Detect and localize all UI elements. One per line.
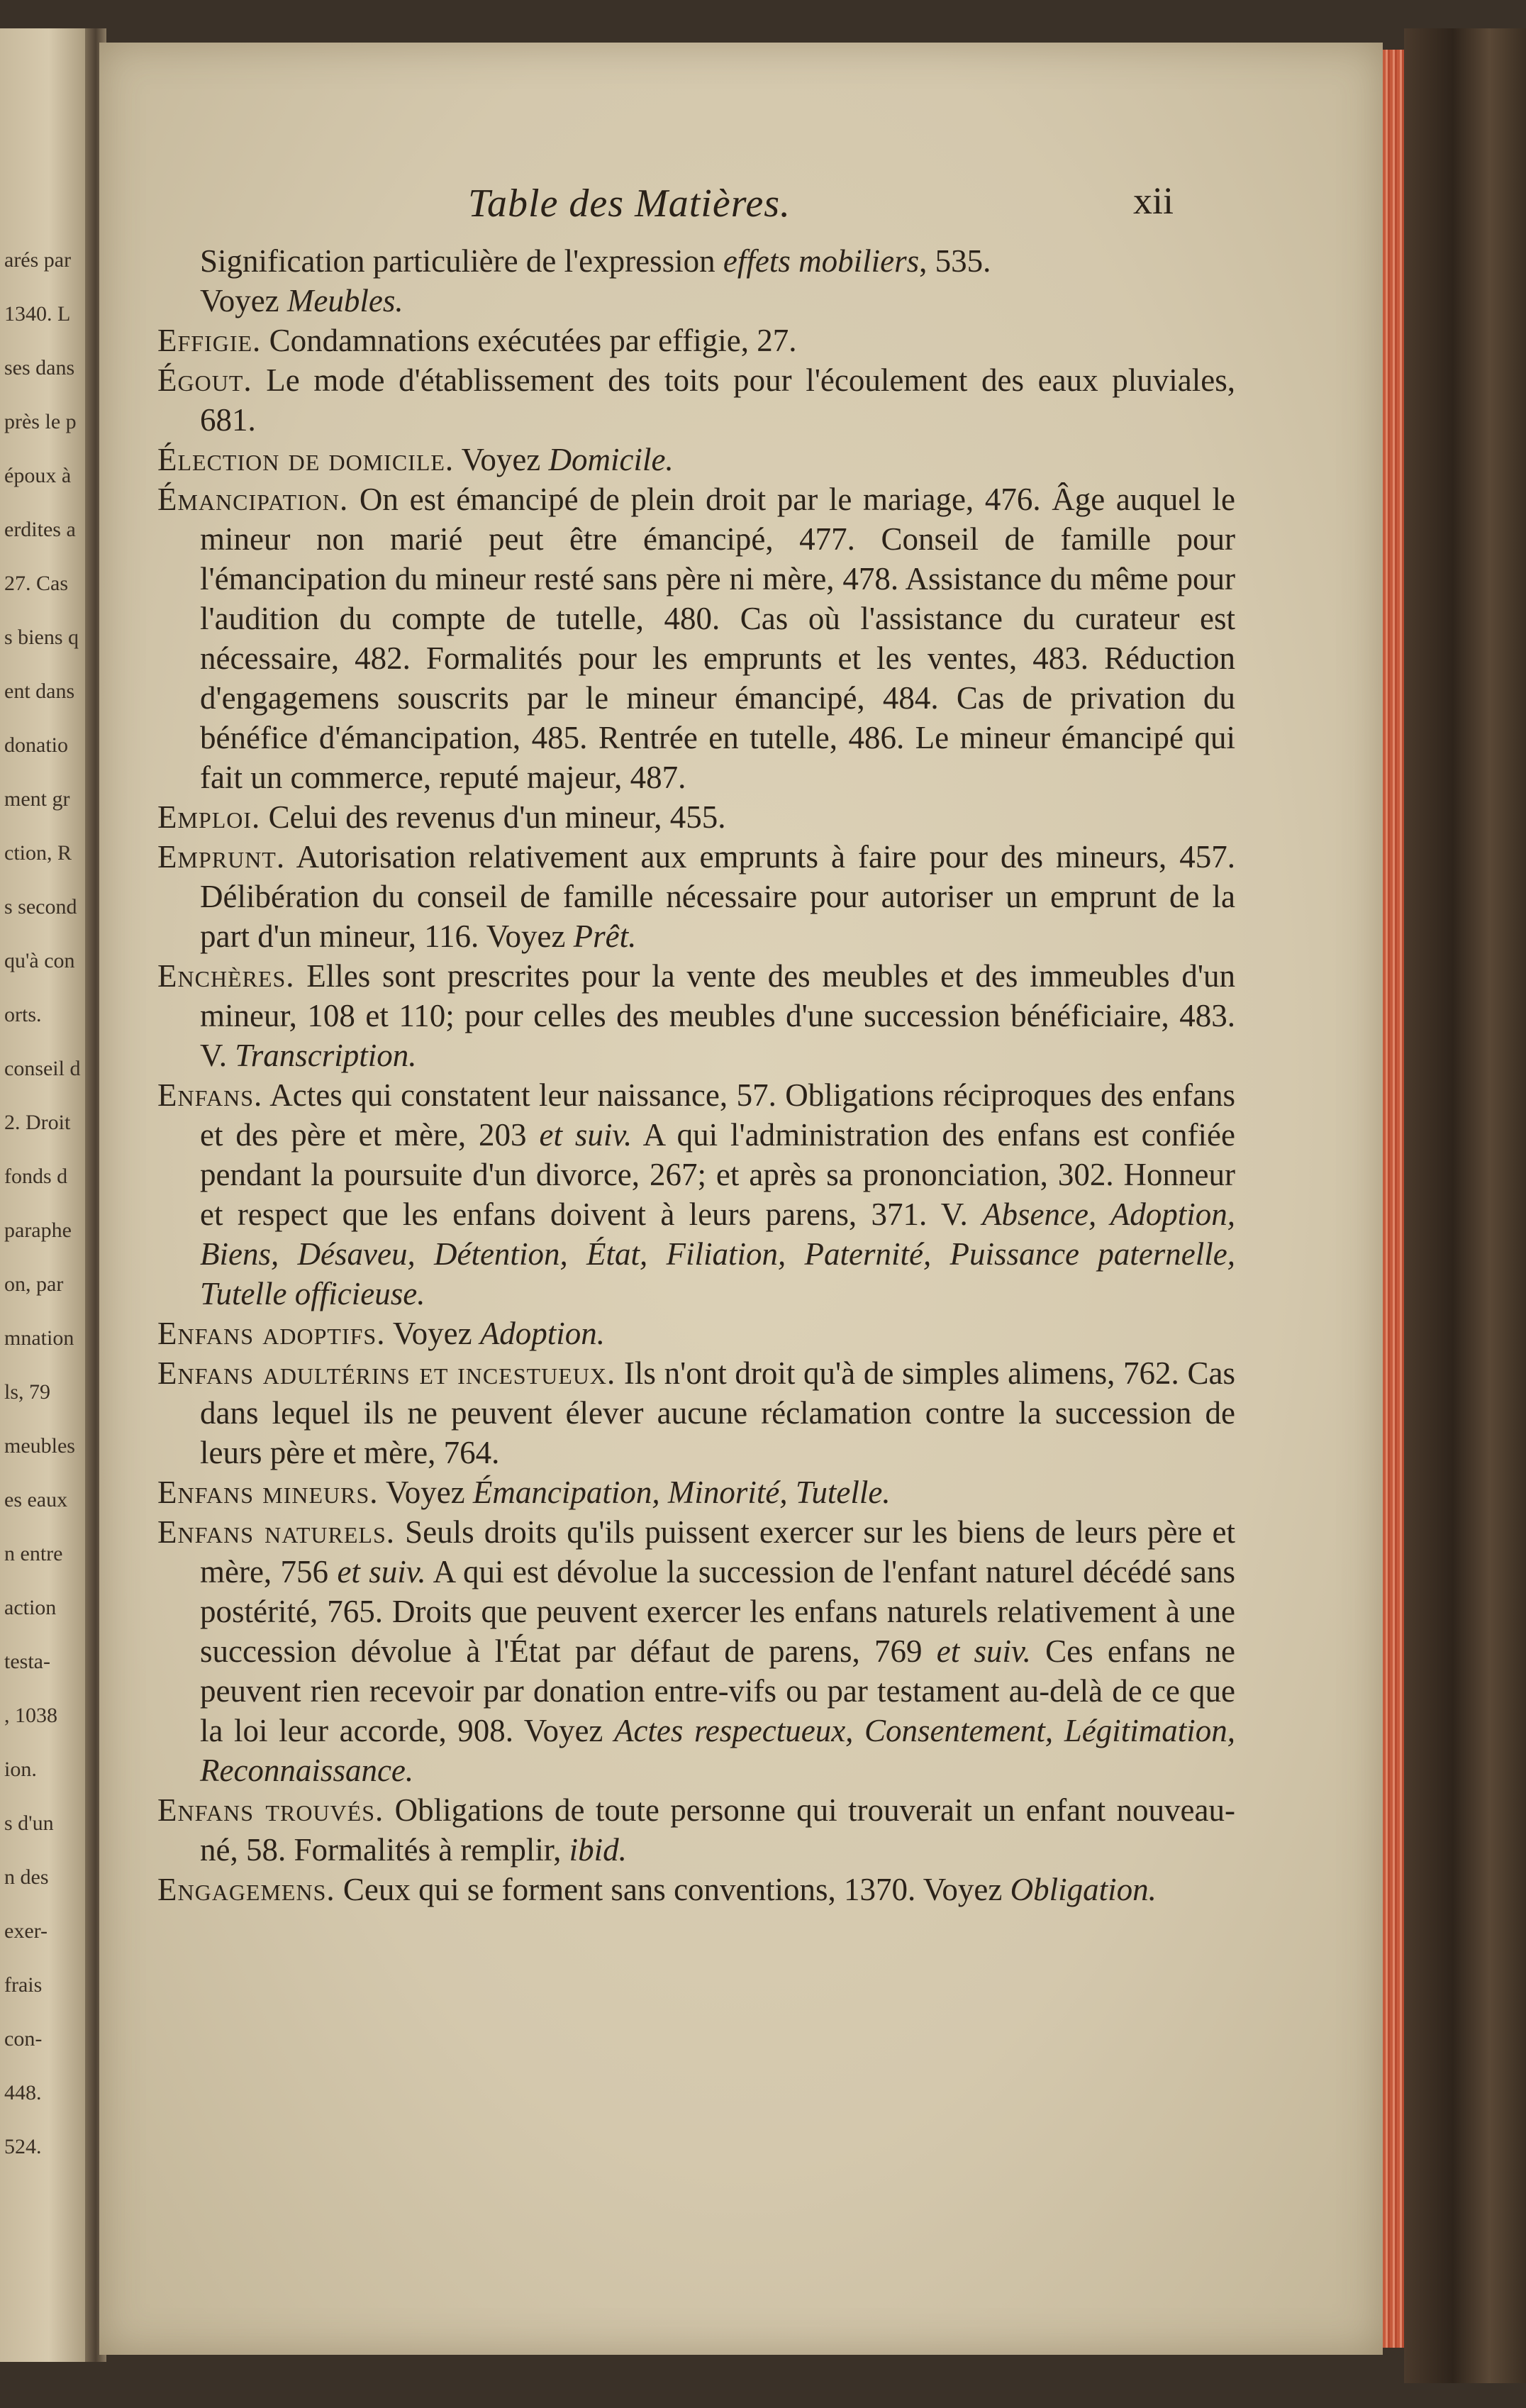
index-entry	[157, 1075, 1235, 1314]
index-entry	[157, 360, 1235, 440]
left-page-text-fragment: erdites a	[4, 518, 76, 541]
entry-text: Voyez	[200, 283, 287, 318]
left-page-text-fragment: , 1038	[4, 1704, 57, 1727]
entry-reference: et suiv.	[337, 1554, 426, 1589]
left-page-text-fragment: testa-	[4, 1650, 50, 1673]
entry-reference: et suiv.	[539, 1117, 633, 1153]
entry-text: Ils n'ont droit qu'à de simples alimens, 762. Cas dans lequel ils ne peuvent élever aucune réclamation contre la succession de leurs père et mère, 764.	[200, 1355, 1235, 1470]
left-page-text-fragment: ls, 79	[4, 1380, 51, 1404]
entry-heading: Emprunt.	[157, 839, 286, 875]
running-header	[0, 0, 1526, 241]
entry-heading: Enfans naturels.	[157, 1514, 395, 1550]
entry-heading: Élection de domicile.	[157, 442, 455, 477]
left-page-text-fragment: ent dans	[4, 679, 75, 703]
entry-heading: Émancipation.	[157, 482, 349, 517]
entry-heading: Enchères.	[157, 958, 295, 994]
left-page-text-fragment: s second	[4, 895, 77, 919]
index-entry	[157, 479, 1235, 797]
page-edges	[1383, 50, 1404, 2348]
left-page-text-fragment: ion.	[4, 1758, 37, 1781]
index-text	[157, 241, 1235, 1909]
entry-heading: Emploi.	[157, 799, 261, 835]
left-page-text-fragment: fonds d	[4, 1165, 68, 1188]
index-entry	[157, 440, 1235, 479]
left-page-text-fragment: action	[4, 1596, 57, 1619]
entry-reference: Absence, Adoption, Biens, Désaveu, Détention, État, Filiation, Paternité, Puissance paternelle, Tutelle officieuse.	[200, 1197, 1235, 1311]
left-page-text-fragment: donatio	[4, 733, 68, 757]
entry-text: Seuls droits qu'ils puissent exercer sur les biens de leurs père et mère, 756	[200, 1514, 1235, 1589]
entry-text: Actes qui constatent leur naissance, 57. Obligations réciproques des enfans et des père et mère, 203	[200, 1077, 1235, 1153]
left-page-text-fragment: qu'à con	[4, 949, 75, 972]
entry-text: Voyez	[385, 1316, 480, 1351]
left-page-text-fragment: 448.	[4, 2081, 42, 2104]
left-page-text-fragment: ses dans	[4, 356, 75, 379]
entry-heading: Enfans trouvés.	[157, 1792, 384, 1828]
left-page-text-fragment: époux à	[4, 464, 72, 487]
left-page-text-fragment: 1340. L	[4, 302, 71, 326]
left-page-text-fragment: n entre	[4, 1542, 63, 1565]
index-entry	[157, 956, 1235, 1075]
entry-reference: Obligation.	[1010, 1872, 1157, 1907]
entry-text: Le mode d'établissement des toits pour l'écoulement des eaux pluviales, 681.	[200, 362, 1235, 438]
entry-heading: Égout.	[157, 362, 252, 398]
entry-reference: Domicile.	[548, 442, 674, 477]
entry-heading: Engagemens.	[157, 1872, 335, 1907]
index-entry	[157, 241, 1235, 281]
left-page-text-fragment: 524.	[4, 2135, 42, 2158]
left-page-fragment	[0, 28, 89, 2362]
left-page-text-fragment: arés par	[4, 248, 72, 272]
entry-text: Autorisation relativement aux emprunts à faire pour des mineurs, 457. Délibération du conseil de famille nécessaire pour autoriser un emprunt de la part d'un mineur, 116. Voyez	[200, 839, 1235, 954]
left-page-text-fragment: paraphe	[4, 1219, 72, 1242]
entry-heading: Enfans mineurs.	[157, 1475, 379, 1510]
page-title: Table des Matières.	[468, 182, 791, 226]
left-page-text-fragment: près le p	[4, 410, 77, 433]
entry-text: A qui l'administration des enfans est confiée pendant la poursuite d'un divorce, 267; et après sa prononciation, 302. Honneur et respect que les enfans doivent à leurs parens, 371. V.	[200, 1117, 1235, 1232]
entry-reference: Transcription.	[235, 1038, 417, 1073]
entry-text: Elles sont prescrites pour la vente des meubles et des immeubles d'un mineur, 108 et 110; pour celles des meubles d'une succession bénéficiaire, 483. V.	[200, 958, 1235, 1073]
entry-heading: Enfans adultérins et incestueux.	[157, 1355, 616, 1391]
left-page-text-fragment: 2. Droit	[4, 1111, 71, 1134]
left-page-text-fragment: s d'un	[4, 1811, 54, 1835]
left-page-text-fragment: n des	[4, 1865, 49, 1889]
index-entry	[157, 1472, 1235, 1512]
entry-reference: ibid.	[569, 1832, 627, 1868]
entry-reference: effets mobiliers	[723, 243, 920, 279]
index-entry	[157, 837, 1235, 956]
index-entry	[157, 1512, 1235, 1790]
book-cover	[1404, 28, 1526, 2383]
entry-text: Celui des revenus d'un mineur, 455.	[260, 799, 726, 835]
left-page-text-fragment: orts.	[4, 1003, 42, 1026]
index-entry	[157, 1790, 1235, 1870]
entry-text: Condamnations exécutées par effigie, 27.	[261, 323, 797, 358]
left-page-text-fragment: es eaux	[4, 1488, 68, 1511]
entry-text: Ceux qui se forment sans conventions, 1370. Voyez	[335, 1872, 1010, 1907]
entry-reference: Prêt.	[573, 919, 637, 954]
entry-reference: et suiv.	[936, 1633, 1031, 1669]
entry-heading: Enfans adoptifs.	[157, 1316, 386, 1351]
entry-text: Ces enfans ne peuvent rien recevoir par donation entre-vifs ou par testament au-delà de ce que la loi leur accorde, 908. Voyez	[200, 1633, 1235, 1748]
entry-heading: Effigie.	[157, 323, 262, 358]
entry-reference: Émancipation, Minorité, Tutelle.	[472, 1475, 891, 1510]
left-page-text-fragment: meubles	[4, 1434, 75, 1458]
left-page-text-fragment: s biens q	[4, 626, 79, 649]
page-number: xii	[1133, 179, 1174, 222]
index-entry	[157, 1353, 1235, 1472]
entry-text: Signification particulière de l'expression	[200, 243, 723, 279]
entry-text: On est émancipé de plein droit par le mariage, 476. Âge auquel le mineur non marié peut être émancipé, 477. Conseil de famille pour l'émancipation du mineur resté sans père ni mère, 478. Assistance du même pour l'audition du compte de tutelle, 480. Cas où l'assistance du curateur est nécessaire, 482. Formalités pour les emprunts et les ventes, 483. Réduction d'engagemens souscrits par le mineur émancipé, 484. Cas de privation du bénéfice d'émancipation, 485. Rentrée en tutelle, 486. Le mineur émancipé qui fait un commerce, reputé majeur, 487.	[200, 482, 1235, 795]
entry-reference: Adoption.	[479, 1316, 606, 1351]
entry-text: A qui est dévolue la succession de l'enfant naturel décédé sans postérité, 765. Droits que peuvent exercer les enfans naturels relativement à une succession dévolue à l'État par défaut de parens, 769	[200, 1554, 1236, 1669]
index-entry	[157, 1314, 1235, 1353]
entry-reference: Actes respectueux, Consentement, Légitimation, Reconnaissance.	[200, 1713, 1235, 1788]
index-entry	[157, 281, 1235, 321]
index-entry	[157, 1870, 1235, 1909]
index-entry	[157, 321, 1235, 360]
index-entry	[157, 797, 1235, 837]
left-page-text-fragment: exer-	[4, 1919, 48, 1943]
entry-text: Obligations de toute personne qui trouverait un enfant nouveau-né, 58. Formalités à remplir,	[200, 1792, 1235, 1868]
left-page-text-fragment: con-	[4, 2027, 43, 2051]
left-page-text-fragment: mnation	[4, 1326, 74, 1350]
entry-text: , 535.	[919, 243, 991, 279]
entry-text: Voyez	[454, 442, 549, 477]
entry-text: Voyez	[378, 1475, 473, 1510]
left-page-text-fragment: 27. Cas	[4, 572, 68, 595]
entry-heading: Enfans.	[157, 1077, 263, 1113]
entry-reference: Meubles.	[286, 283, 403, 318]
left-page-text-fragment: on, par	[4, 1272, 64, 1296]
left-page-text-fragment: conseil d	[4, 1057, 81, 1080]
left-page-text-fragment: ment gr	[4, 787, 70, 811]
left-page-text-fragment: ction, R	[4, 841, 72, 865]
left-page-text-fragment: frais	[4, 1973, 43, 1997]
